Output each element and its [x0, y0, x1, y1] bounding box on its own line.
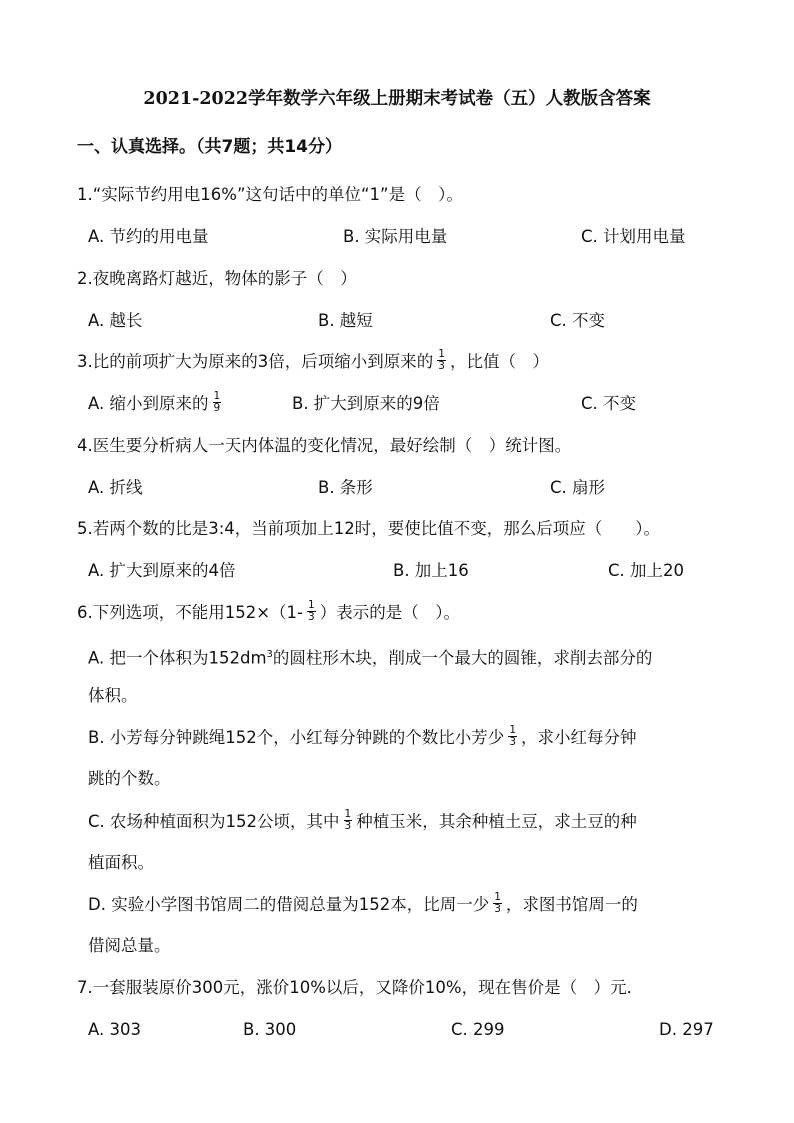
q3-fraction [437, 349, 446, 372]
q5-option-a: A. 扩大到原来的4倍 [88, 561, 236, 580]
q6-text-pre: 6.下列选项，不能用152×（1- [77, 603, 304, 622]
q6-option-b-text-cont: ，求小红每分钟 [521, 728, 637, 747]
q6-option-b-text: B. 小芳每分钟跳绳152个，小红每分钟跳的个数比小芳少 [88, 728, 505, 747]
q4-option-c: C. 扇形 [550, 478, 606, 497]
q4-option-a: A. 折线 [88, 478, 143, 497]
q5-option-b: B. 加上16 [393, 561, 469, 580]
q3-option-a-fraction [213, 391, 222, 414]
fraction-denominator: 3 [438, 360, 445, 372]
q6-option-c-line2: 植面积。 [88, 853, 154, 872]
q6-option-d-fraction [493, 892, 502, 915]
fraction-numerator: 1 [438, 348, 445, 360]
q6-option-c-line1 [88, 810, 794, 834]
q4-option-b: B. 条形 [318, 478, 373, 497]
q7-option-a: A. 303 [88, 1020, 141, 1039]
q2-option-b: B. 越短 [318, 311, 373, 330]
fraction-denominator: 3 [509, 736, 516, 748]
q7-option-c: C. 299 [451, 1020, 505, 1039]
q6-option-b-fraction [508, 725, 517, 748]
q6-option-a-text: A. 把一个体积为152dm [88, 648, 267, 668]
q6-option-d-text-cont: ，求图书馆周一的 [505, 895, 638, 914]
q6-option-a-line1 [88, 643, 794, 671]
q5-option-c: C. 加上20 [608, 561, 685, 580]
fraction-numerator: 1 [308, 599, 315, 611]
fraction-numerator: 1 [213, 390, 221, 402]
q6-option-a-text-cont: 的圆柱形木块，削成一个最大的圆锥，求削去部分的 [272, 648, 653, 668]
question-6 [77, 601, 794, 625]
cube-exponent: 3 [266, 649, 273, 660]
q6-text-post: ）表示的是（ ）。 [319, 603, 460, 622]
fraction-denominator: 9 [213, 402, 221, 414]
q3-option-c: C. 不变 [581, 394, 637, 413]
q7-option-b: B. 300 [243, 1020, 297, 1039]
page-title: 2021-2022学年数学六年级上册期末考试卷（五）人教版含答案 [143, 89, 651, 109]
question-2: 2.夜晚离路灯越近，物体的影子（ ） [77, 269, 357, 288]
q2-option-c: C. 不变 [550, 311, 606, 330]
q6-option-c-text-cont: 种植玉米，其余种植土豆，求土豆的种 [356, 812, 637, 831]
fraction-denominator: 3 [494, 903, 501, 915]
q3-option-a-text: A. 缩小到原来的 [88, 394, 209, 413]
q1-option-b: B. 实际用电量 [343, 227, 448, 246]
question-1: 1.“实际节约用电16%”这句话中的单位“1”是（ ）。 [77, 185, 463, 204]
q1-option-c: C. 计划用电量 [581, 227, 686, 246]
fraction-denominator: 3 [344, 820, 352, 832]
fraction-numerator: 1 [509, 724, 516, 736]
fraction-numerator: 1 [494, 891, 501, 903]
q3-text-pre: 3.比的前项扩大为原来的3倍，后项缩小到原来的 [77, 352, 434, 371]
q2-option-a: A. 越长 [88, 311, 143, 330]
section-heading: 一、认真选择。（共7题；共14分） [77, 137, 342, 157]
fraction-numerator: 1 [344, 808, 352, 820]
question-3 [77, 350, 794, 374]
question-7: 7.一套服装原价300元，涨价10%以后，又降价10%，现在售价是（ ）元． [77, 978, 644, 997]
q6-fraction [307, 600, 316, 623]
q6-option-c-fraction [344, 809, 353, 832]
q6-option-d-line1 [88, 893, 794, 917]
q6-option-d-text: D. 实验小学图书馆周二的借阅总量为152本，比周一少 [88, 895, 490, 914]
q6-option-a-line2: 体积。 [88, 686, 138, 705]
q1-option-a: A. 节约的用电量 [88, 227, 209, 246]
question-4: 4.医生要分析病人一天内体温的变化情况，最好绘制（ ）统计图。 [77, 436, 572, 455]
fraction-denominator: 3 [308, 611, 315, 623]
q3-option-b: B. 扩大到原来的9倍 [292, 394, 440, 413]
q7-option-d: D. 297 [659, 1020, 714, 1039]
q6-option-c-text: C. 农场种植面积为152公顷，其中 [88, 812, 340, 831]
q6-option-b-line1 [88, 726, 794, 750]
q3-text-post: ，比值（ ） [449, 352, 549, 371]
question-5: 5.若两个数的比是3:4，当前项加上12时，要使比值不变，那么后项应（ ）。 [77, 519, 661, 538]
q6-option-b-line2: 跳的个数。 [88, 769, 171, 788]
q6-option-d-line2: 借阅总量。 [88, 936, 171, 955]
